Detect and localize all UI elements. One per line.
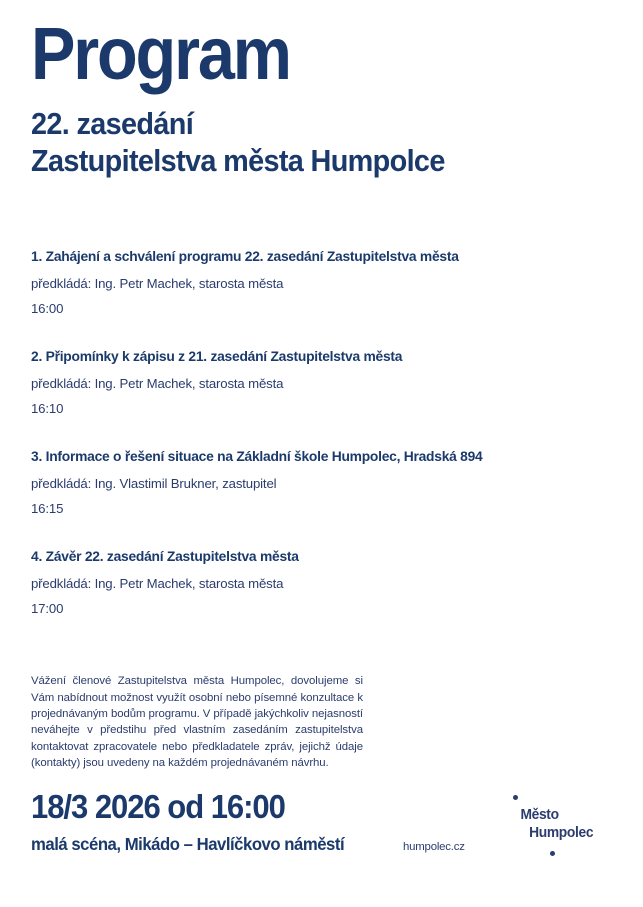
program-item-presenter: předkládá: Ing. Petr Machek, starosta města <box>31 576 284 592</box>
logo-dot-top-icon <box>513 795 518 800</box>
program-item <box>31 248 612 317</box>
logo-line-1: Město <box>520 807 559 823</box>
program-item-time: 16:15 <box>31 501 64 517</box>
program-list <box>31 248 612 617</box>
program-item <box>31 548 612 617</box>
event-date: 18/3 2026 od 16:00 <box>31 788 285 826</box>
footer <box>31 790 612 854</box>
consultation-note: Vážení členové Zastupitelstva města Humpolec, dovolujeme si Vám nabídnout možnost využít osobní nebo písemné konzultace k projednávaným bodům programu. V případě jakýchkoliv nejasností neváhejte v předstihu před vlastním zasedáním zastupitelstva kontaktovat zpracovatele nebo předkladatele zpráv, jejichž údaje (kontakty) jsou uvedeny na každém projednávaném návrhu. <box>31 675 363 769</box>
subtitle-line-1: 22. zasedání <box>31 105 194 141</box>
program-item-presenter: předkládá: Ing. Vlastimil Brukner, zastupitel <box>31 475 277 491</box>
subtitle-line-2: Zastupitelstva města Humpolce <box>31 143 445 179</box>
logo-dot-bottom-icon <box>550 851 555 856</box>
page-title: Program <box>31 12 290 95</box>
logo-wordmark <box>507 807 593 842</box>
program-item-title: 2. Připomínky k zápisu z 21. zasedání Zastupitelstva města <box>31 349 403 366</box>
program-item-time: 16:10 <box>31 401 64 417</box>
page-subtitle <box>31 105 571 181</box>
program-item <box>31 348 612 417</box>
program-item-time: 16:00 <box>31 301 64 317</box>
website-link[interactable]: humpolec.cz <box>403 841 465 853</box>
logo-line-2: Humpolec <box>529 824 594 841</box>
program-item-time: 17:00 <box>31 601 64 617</box>
event-venue: malá scéna, Mikádo – Havlíčkovo náměstí <box>31 834 345 855</box>
program-item-title: 1. Zahájení a schválení programu 22. zasedání Zastupitelstva města <box>31 249 459 266</box>
program-item-title: 3. Informace o řešení situace na Základní škole Humpolec, Hradská 894 <box>31 449 483 466</box>
program-item-title: 4. Závěr 22. zasedání Zastupitelstva města <box>31 549 299 566</box>
masthead <box>31 0 612 180</box>
program-item-presenter: předkládá: Ing. Petr Machek, starosta města <box>31 375 284 391</box>
program-item <box>31 448 612 517</box>
mesto-humpolec-logo[interactable] <box>491 791 603 863</box>
program-item-presenter: předkládá: Ing. Petr Machek, starosta města <box>31 275 284 291</box>
